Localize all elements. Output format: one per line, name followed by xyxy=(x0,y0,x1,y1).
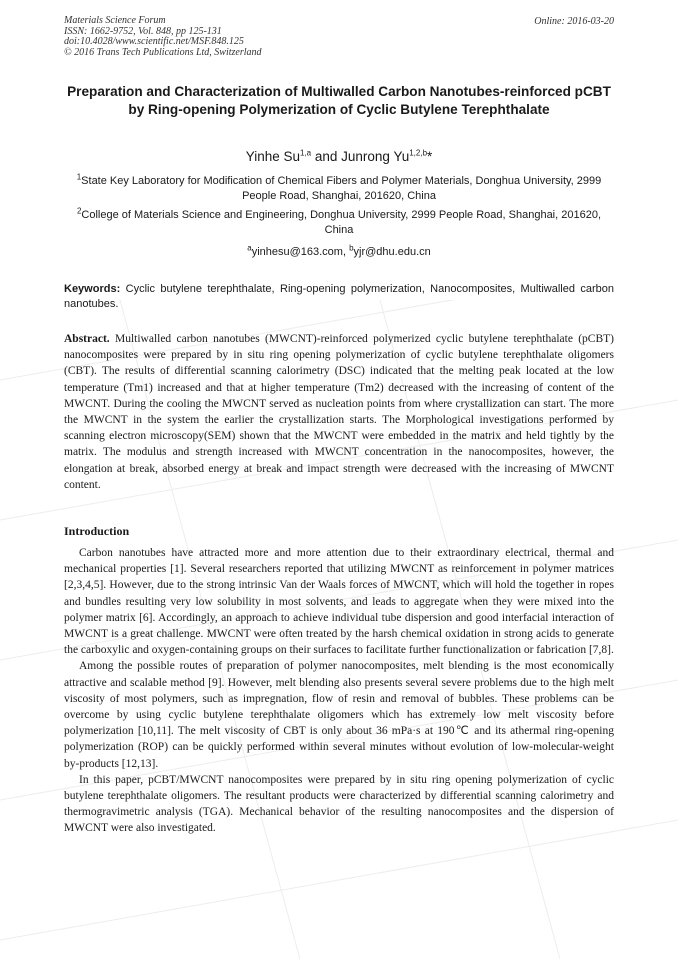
affiliation-text: College of Materials Science and Engineering, Donghua University, 2999 People Road, Shanghai, 201620, China xyxy=(81,209,602,236)
paper-title: Preparation and Characterization of Multiwalled Carbon Nanotubes-reinforced pCBT by Ring-opening Polymerization of Cyclic Butylene Terephthalate xyxy=(67,84,611,117)
paragraph: In this paper, pCBT/MWCNT nanocomposites were prepared by in situ ring opening polymerization of cyclic butylene terephthalate oligomers. The resultant products were characterized by differential scanning calorimetry and thermogravimetric analysis (TGA). Mechanical behavior of the resulting nanocomposites and the dispersion of MWCNT were also investigated. xyxy=(64,773,614,835)
email-marker: b xyxy=(349,243,354,253)
affiliation-text: State Key Laboratory for Modification of Chemical Fibers and Polymer Materials, Donghua University, 2999 People Road, Shanghai, 201620, China xyxy=(81,175,602,202)
affiliation-marker: 1 xyxy=(76,172,82,182)
email-marker: a xyxy=(247,243,252,253)
section-heading-introduction: Introduction xyxy=(64,524,130,538)
keywords-text: Cyclic butylene terephthalate, Ring-opening polymerization, Nanocomposites, Multiwalled carbon nanotubes. xyxy=(64,283,614,310)
affiliation-marker: 2 xyxy=(76,206,82,216)
affiliation-1 xyxy=(64,174,614,204)
affiliation-2 xyxy=(64,208,614,238)
abstract xyxy=(64,331,614,493)
paragraph: Carbon nanotubes have attracted more and more attention due to their extraordinary electrical, thermal and mechanical properties [1]. Several researchers reported that utilizing MWCNT as reinforcement in polymer matrices [2,3,4,5]. However, due to the strong intrinsic Van der Waals forces of MWCNT, which will hold the together in ropes and bundles resulting very low solubility in most solvents, and leads to aggregate when they were mixed into the polymer matrix [6]. Accordingly, an approach to achieve individual tube dispersion and good interfacial interaction of MWCNT is a great challenge. MWCNT were often treated by the harsh chemical oxidation in strong acids to generate the carboxylic and oxygen-containing groups on their surfaces to facilitate further functionalization or fabrication [7,8]. xyxy=(64,547,614,657)
author-name: Junrong Yu xyxy=(341,149,410,164)
author-affiliation-marker: 1,2,b xyxy=(409,148,428,158)
issn-line: ISSN: 1662-9752, Vol. 848, pp 125-131 xyxy=(64,25,222,37)
abstract-label: Abstract. xyxy=(64,333,110,345)
keywords-label: Keywords: xyxy=(64,283,121,295)
journal-header xyxy=(64,16,262,58)
author-affiliation-marker: 1,a xyxy=(300,148,312,158)
keywords xyxy=(64,282,614,312)
author-emails xyxy=(64,243,614,258)
paragraph: Among the possible routes of preparation of polymer nanocomposites, melt blending is the most economically attractive and scalable method [9]. However, melt blending also presents several severe problems due to the high melt viscosity of most polymers, such as impregnation, flow of resin and removal of bubbles. These problems can be overcome by using cyclic butylene terephthalate oligomers which has extremely low melt viscosity before polymerization [10,11]. The melt viscosity of CBT is only about 36 mPa·s at 190℃ and its athermal ring-opening polymerization (ROP) can be quickly performed within several minutes without evolution of low-molecular-weight by-products [12,13]. xyxy=(64,660,614,770)
copyright-line: © 2016 Trans Tech Publications Ltd, Switzerland xyxy=(64,46,262,58)
online-date: Online: 2016-03-20 xyxy=(534,16,614,27)
doi-line: doi:10.4028/www.scientific.net/MSF.848.125 xyxy=(64,36,244,47)
abstract-text: Multiwalled carbon nanotubes (MWCNT)-reinforced polymerized cyclic butylene terephthalate (pCBT) nanocomposites were prepared by in situ ring opening polymerization of cyclic butylene terephthalate oligomers (CBT). The results of differential scanning calorimetry (DSC) indicated that the melting peak located at the low temperature (Tm1) increased and that at higher temperature (Tm2) decreased with the increasing of content of the MWCNT. During the cooling the MWCNT served as nucleation points from where crystallization can start. The more the MWCNT in the system the earlier the crystallization starts. The Morphological investigations performed by scanning electron microscopy(SEM) shown that the MWCNT were embedded in the matrix and held tightly by the matrix. The modulus and strength increased with MWCNT concentration in the nanocomposites, however, the elongation at break, absorbed energy at break and impact strength were decreased with the increasing of MWCNT content. xyxy=(64,333,614,491)
email-address[interactable]: yinhesu@163.com, xyxy=(251,246,350,258)
author-name: Yinhe Su xyxy=(245,149,300,164)
author-line xyxy=(64,148,614,166)
email-address[interactable]: yjr@dhu.edu.cn xyxy=(353,246,431,258)
corresponding-author-mark: * xyxy=(427,149,433,164)
introduction-body xyxy=(64,545,614,837)
author-connector: and xyxy=(311,149,342,164)
journal-name: Materials Science Forum xyxy=(64,15,166,26)
